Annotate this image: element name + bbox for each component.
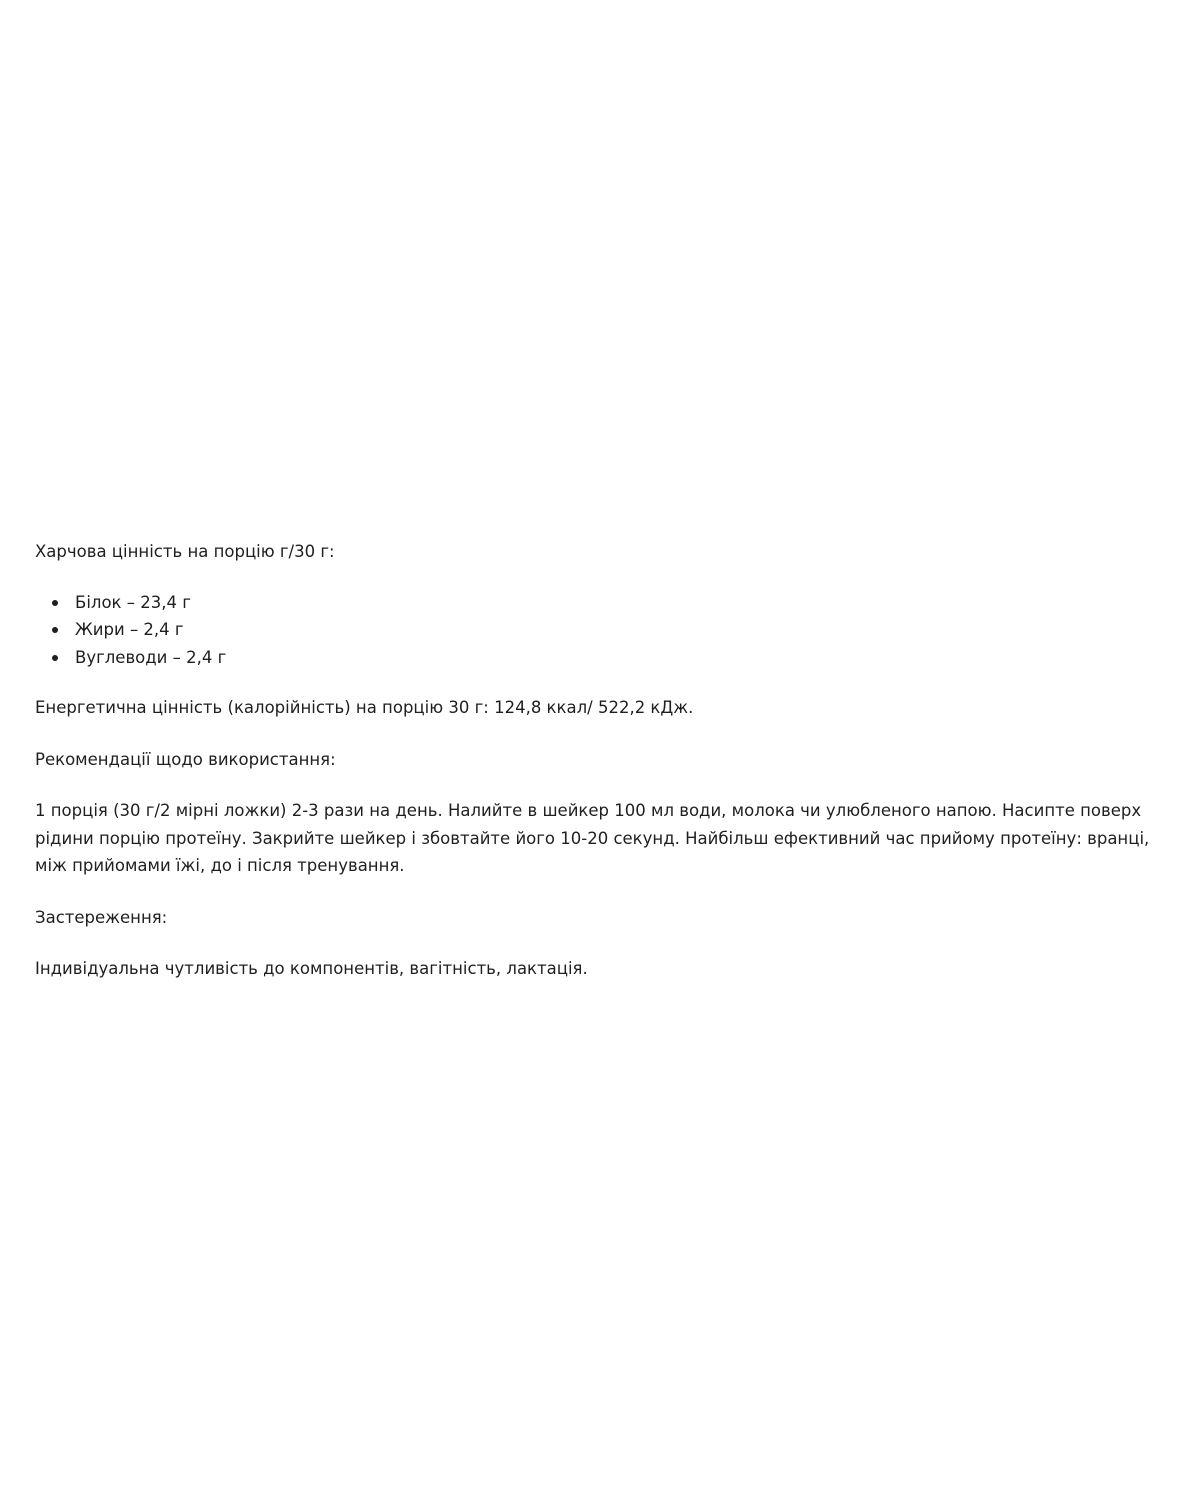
nutrient-protein: Білок – 23,4 г <box>75 592 191 612</box>
bullet-icon <box>52 627 58 633</box>
list-item <box>35 644 1165 672</box>
product-description <box>35 538 1165 983</box>
usage-text: 1 порція (30 г/2 мірні ложки) 2-3 рази на день. Налийте в шейкер 100 мл води, молока чи улюбленого напою. Насипте поверх рідини порцію протеїну. Закрийте шейкер і збовтайте його 10-20 секунд. Найбільш ефективний час прийому протеїну: вранці, між прийомами їжі, до і після тренування. <box>35 801 1150 875</box>
nutrient-list <box>35 589 1165 672</box>
warnings-text: Індивідуальна чутливість до компонентів, вагітність, лактація. <box>35 959 588 978</box>
nutrition-title: Харчова цінність на порцію г/30 г: <box>35 542 335 561</box>
bullet-icon <box>52 655 58 661</box>
nutrient-carbs: Вуглеводи – 2,4 г <box>75 647 227 667</box>
bullet-icon <box>52 600 58 606</box>
energy-value: Енергетична цінність (калорійність) на порцію 30 г: 124,8 ккал/ 522,2 кДж. <box>35 698 694 717</box>
list-item <box>35 589 1165 617</box>
usage-heading: Рекомендації щодо використання: <box>35 749 336 769</box>
warnings-heading: Застереження: <box>35 907 168 927</box>
nutrient-fat: Жири – 2,4 г <box>75 620 184 639</box>
list-item <box>35 616 1165 644</box>
